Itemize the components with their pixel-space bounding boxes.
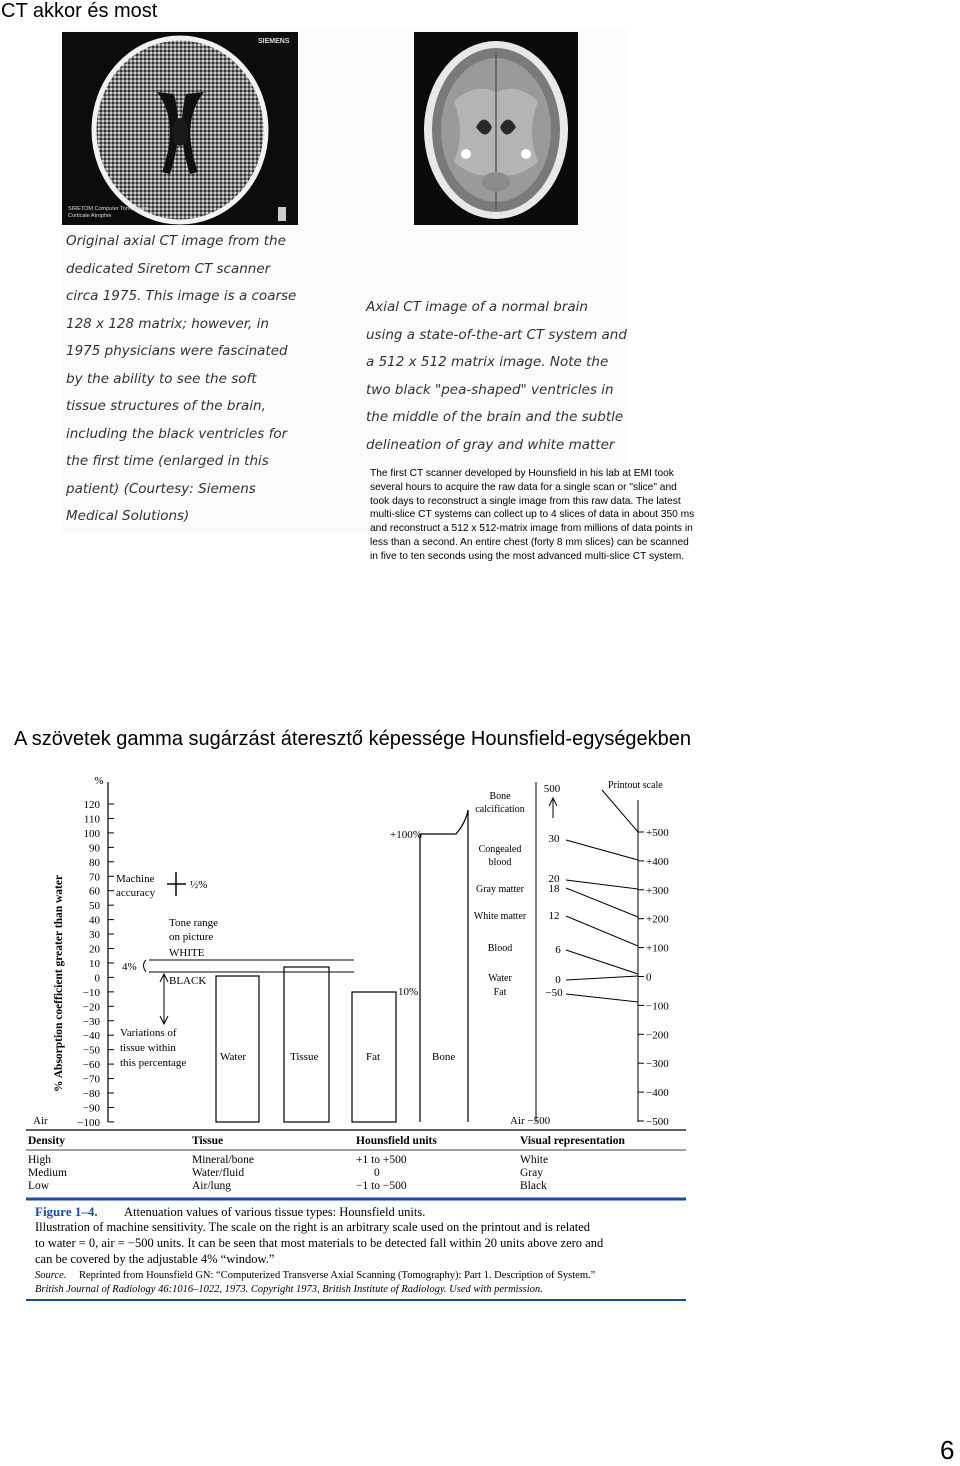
y-tick-label: −100 xyxy=(77,1116,100,1129)
machine-accuracy-line2: accuracy xyxy=(116,887,156,899)
air-label: Air xyxy=(33,1115,48,1127)
y-tick-label: 90 xyxy=(89,842,100,855)
old-ct-scan-image xyxy=(62,32,298,225)
table-cell: Air/lung xyxy=(192,1180,231,1192)
y-tick-label: 0 xyxy=(94,972,100,985)
mid-scale-30: 30 xyxy=(548,833,560,845)
caption-old-scan: Original axial CT image from the dedicated Siretom CT scanner circa 1975. This image is a coarse 128 x 128 matrix; however, in 1975 physicians were fascinated by the ability to see the soft tissue structures of the brain, including the black ventricles for the first time (enlarged in this patient) (Courtesy: Siemens Medical Solutions) xyxy=(66,233,297,524)
tone-range-line1: Tone range xyxy=(169,917,219,929)
y-tick-label: 20 xyxy=(89,943,100,956)
y-tick-label: −60 xyxy=(82,1059,100,1072)
black-label: BLACK xyxy=(169,975,207,987)
table-cell: High xyxy=(28,1154,51,1166)
mid-label-gray-matter: Gray matter xyxy=(475,884,525,895)
mid-scale-18: 18 xyxy=(548,883,560,895)
y-tick-label: −30 xyxy=(82,1015,100,1028)
printout-tick-label: −200 xyxy=(646,1029,669,1042)
figure-label: Figure 1–4. xyxy=(35,1204,98,1219)
table-cell: 0 xyxy=(374,1167,380,1179)
scan1-brand: SIEMENS xyxy=(258,38,290,45)
variations-line1: Variations of xyxy=(120,1027,177,1039)
table-header-density: Density xyxy=(28,1135,66,1147)
figure-body-line3: can be covered by the adjustable 4% “window.” xyxy=(35,1252,275,1266)
half-percent-label: ½% xyxy=(190,879,208,891)
caption-modern-scan: Axial CT image of a normal brain using a state-of-the-art CT system and a 512 x 512 matrix image. Note the two black "pea-shaped" ventricles in the middle of the brain and the subtle delineation of gray and white matter xyxy=(366,299,627,453)
printout-tick-label: −400 xyxy=(646,1087,669,1100)
mid-label-congealed: Congealed xyxy=(478,844,522,855)
mid-scale-minus50: −50 xyxy=(545,987,563,999)
figure-body-line1: Illustration of machine sensitivity. The scale on the right is an arbitrary scale used on the printout and is related xyxy=(35,1220,591,1234)
y-tick-label: −40 xyxy=(82,1030,100,1043)
air-mid-label: Air −500 xyxy=(510,1115,551,1127)
figure-source-line2: British Journal of Radiology 46:1016–1022, 1973. Copyright 1973, British Institute of Radiology. Used with permission. xyxy=(35,1284,543,1295)
hounsfield-figure xyxy=(24,762,688,1302)
label-100pct: +100% xyxy=(390,829,422,841)
table-cell: White xyxy=(520,1154,549,1166)
mid-label-blood: Blood xyxy=(487,943,513,954)
table-cell: Water/fluid xyxy=(192,1167,245,1179)
mid-scale-500: 500 xyxy=(543,783,561,795)
table-cell: Black xyxy=(520,1180,547,1192)
table-header-visual: Visual representation xyxy=(520,1135,625,1147)
label-bone: Bone xyxy=(432,1051,456,1063)
machine-accuracy-line1: Machine xyxy=(116,873,155,885)
label-tissue: Tissue xyxy=(290,1051,319,1063)
figure-body-line2: to water = 0, air = −500 units. It can be seen that most materials to be detected fall within 20 units above zero and xyxy=(35,1236,604,1250)
printout-tick-label: +100 xyxy=(646,942,669,955)
printout-tick-label: −100 xyxy=(646,1000,669,1013)
mid-label-water: Water xyxy=(488,973,512,984)
mid-scale-12: 12 xyxy=(548,910,560,922)
mid-label-bone: Bone xyxy=(489,791,511,802)
table-cell: −1 to −500 xyxy=(356,1180,407,1192)
table-cell: +1 to +500 xyxy=(356,1154,407,1166)
y-tick-label: 80 xyxy=(89,856,100,869)
printout-tick-label: +300 xyxy=(646,884,669,897)
y-tick-label: −10 xyxy=(82,986,100,999)
y-tick-label: 100 xyxy=(83,827,100,840)
modern-ct-scan-image xyxy=(414,32,578,225)
mid-scale-0: 0 xyxy=(555,974,561,986)
ct-history-paragraph: The first CT scanner developed by Hounsfield in his lab at EMI took several hours to acquire the raw data for a single scan or "slice" and took days to reconstruct a single image from this raw data. The latest multi-slice CT systems can collect up to 4 slices of data in about 350 ms and reconstruct a 512 x 512-matrix image from millions of data points in less than a second. An entire chest (forty 8 mm slices) can be scanned in five to ten seconds using the most advanced multi-slice CT system. xyxy=(370,468,695,562)
y-tick-label: 60 xyxy=(89,885,100,898)
mid-scale-6: 6 xyxy=(555,944,561,956)
y-tick-label: −70 xyxy=(82,1073,100,1086)
printout-tick-label: −300 xyxy=(646,1058,669,1071)
y-tick-label: −90 xyxy=(82,1102,100,1115)
table-cell: Low xyxy=(28,1180,50,1192)
y-axis-label: % Absorption coefficient greater than water xyxy=(53,874,65,1092)
printout-scale-title: Printout scale xyxy=(608,780,663,791)
printout-tick-label: −500 xyxy=(646,1116,669,1128)
printout-tick-label: +400 xyxy=(646,855,669,868)
figure-source-line1: Reprinted from Hounsfield GN: “Computerized Transverse Axial Scanning (Tomography): Part 1. Description of System.” xyxy=(79,1270,596,1281)
label-water: Water xyxy=(220,1051,246,1063)
label-fat: Fat xyxy=(366,1051,381,1063)
tone-range-line2: on picture xyxy=(169,931,214,943)
table-header-tissue: Tissue xyxy=(192,1135,224,1147)
figure-source-label: Source. xyxy=(35,1270,67,1281)
y-tick-label: −50 xyxy=(82,1044,100,1057)
figure-title: Attenuation values of various tissue types: Hounsfield units. xyxy=(124,1205,426,1219)
y-tick-label: 110 xyxy=(83,813,100,826)
mid-label-fat: Fat xyxy=(493,987,507,998)
y-tick-label: 30 xyxy=(89,929,100,942)
table-cell: Medium xyxy=(28,1167,67,1179)
y-tick-label: 70 xyxy=(89,871,100,884)
table-header-hounsfield: Hounsfield units xyxy=(356,1135,437,1147)
table-cell: Gray xyxy=(520,1167,543,1179)
page-heading-top: CT akkor és most xyxy=(1,0,158,22)
printout-tick-label: +500 xyxy=(646,827,669,839)
y-tick-label: 10 xyxy=(89,957,100,970)
y-tick-label: 40 xyxy=(89,914,100,927)
mid-label-blood1: blood xyxy=(488,857,512,868)
white-label: WHITE xyxy=(169,947,205,959)
printout-tick-label: 0 xyxy=(646,971,652,984)
page-heading-bottom: A szövetek gamma sugárzást áteresztő képessége Hounsfield-egységekben xyxy=(14,728,692,750)
table-cell: Mineral/bone xyxy=(192,1154,254,1166)
y-tick-label: −80 xyxy=(82,1088,100,1100)
y-tick-label: 50 xyxy=(89,900,100,913)
mid-label-calcification: calcification xyxy=(475,804,525,815)
scan1-footer-line1: SIRETOM Computer Tomograms xyxy=(68,206,149,212)
y-tick-label: −20 xyxy=(82,1001,100,1014)
mid-scale-20: 20 xyxy=(548,873,560,885)
variations-line3: this percentage xyxy=(120,1057,187,1069)
page-number: 6 xyxy=(940,1435,955,1465)
scan1-footer-line2: Corticale Atrophie xyxy=(68,213,112,219)
y-tick-label: 120 xyxy=(83,799,100,811)
y-unit: % xyxy=(94,775,104,787)
four-percent-label: 4% xyxy=(122,961,137,973)
printout-tick-label: +200 xyxy=(646,913,669,926)
label-10pct: 10% xyxy=(398,986,419,998)
mid-label-white-matter: White matter xyxy=(473,911,527,922)
variations-line2: tissue within xyxy=(120,1042,176,1054)
